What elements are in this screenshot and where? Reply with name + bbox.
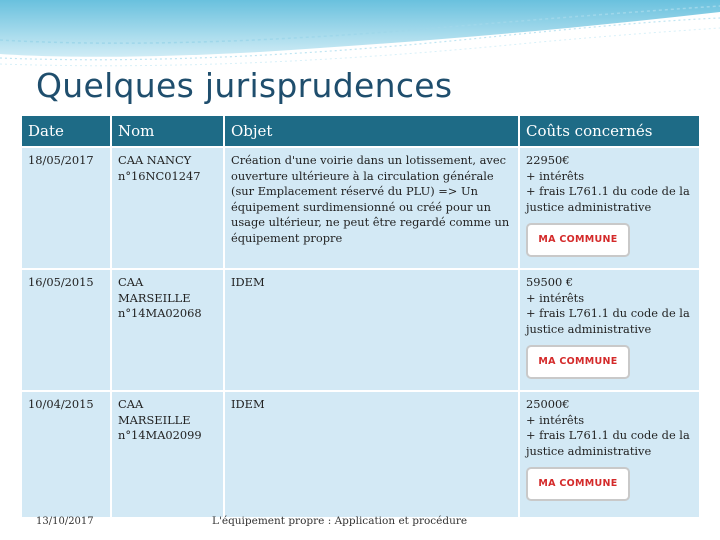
cell-date: 10/04/2015 xyxy=(22,391,111,517)
ma-commune-stamp: MA COMMUNE xyxy=(526,467,630,501)
cost-text: 25000€ + intérêts + frais L761.1 du code de la justice administrative xyxy=(526,397,690,458)
table-row xyxy=(22,269,699,391)
cell-objet: IDEM xyxy=(224,269,519,391)
ma-commune-stamp: MA COMMUNE xyxy=(526,223,630,257)
column-header-date: Date xyxy=(22,116,111,147)
column-header-couts: Coûts concernés xyxy=(519,116,699,147)
column-header-nom: Nom xyxy=(111,116,224,147)
cell-couts xyxy=(519,391,699,517)
jurisprudence-table xyxy=(22,116,699,517)
ma-commune-stamp: MA COMMUNE xyxy=(526,345,630,379)
cell-date: 16/05/2015 xyxy=(22,269,111,391)
cell-nom: CAA MARSEILLE n°14MA02099 xyxy=(111,391,224,517)
cell-couts xyxy=(519,147,699,269)
table-row xyxy=(22,147,699,269)
cell-nom: CAA NANCY n°16NC01247 xyxy=(111,147,224,269)
cell-couts xyxy=(519,269,699,391)
footer-date: 13/10/2017 xyxy=(36,516,94,527)
cell-date: 18/05/2017 xyxy=(22,147,111,269)
cost-text: 22950€ + intérêts + frais L761.1 du code de la justice administrative xyxy=(526,153,690,214)
cell-objet: Création d'une voirie dans un lotissement, avec ouverture ultérieure à la circulation générale (sur Emplacement réservé du PLU) => Un équipement surdimensionné ou créé pour un usage ultérieur, ne peut être regardé comme un équipement propre xyxy=(224,147,519,269)
cell-nom: CAA MARSEILLE n°14MA02068 xyxy=(111,269,224,391)
cell-objet: IDEM xyxy=(224,391,519,517)
table-header-row xyxy=(22,116,699,147)
table-row xyxy=(22,391,699,517)
footer-title: L'équipement propre : Application et procédure xyxy=(212,515,468,527)
slide-title: Quelques jurisprudences xyxy=(36,66,453,105)
cost-text: 59500 € + intérêts + frais L761.1 du code de la justice administrative xyxy=(526,275,690,336)
column-header-objet: Objet xyxy=(224,116,519,147)
